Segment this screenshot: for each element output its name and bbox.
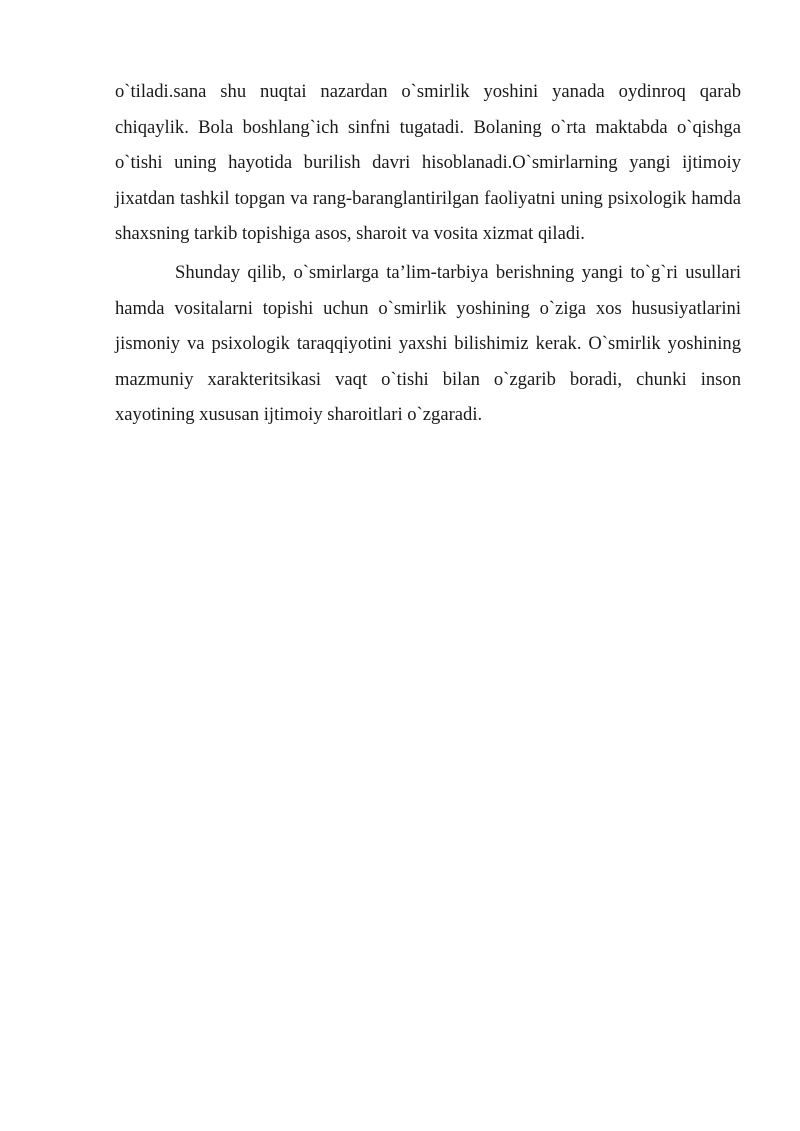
paragraph-1: o`tiladi.sana shu nuqtai nazardan o`smirlik yoshini yanada oydinroq qarab chiqaylik. Bola boshlang`ich sinfni tugatadi. Bolaning o`rta maktabda o`qishga o`tishi uning hayotida burilish davri hisoblanadi.O`smirlarning yangi ijtimoiy jixatdan tashkil topgan va rang-baranglantirilgan faoliyatni uning psixologik hamda shaxsning tarkib topishiga asos, sharoit va vosita xizmat qiladi.	[115, 81, 741, 245]
document-body	[115, 74, 741, 433]
paragraph-2: Shunday qilib, o`smirlarga ta’lim-tarbiya berishning yangi to`g`ri usullari hamda vositalarni topishi uchun o`smirlik yoshining o`ziga xos hususiyatlarini jismoniy va psixologik taraqqiyotini yaxshi bilishimiz kerak. O`smirlik yoshining mazmuniy xarakteritsikasi vaqt o`tishi bilan o`zgarib boradi, chunki inson xayotining xususan ijtimoiy sharoitlari o`zgaradi.	[115, 261, 741, 426]
